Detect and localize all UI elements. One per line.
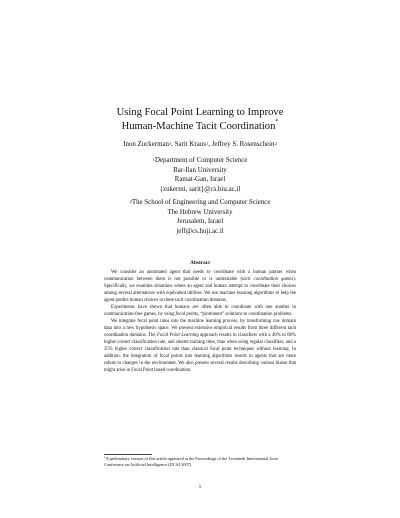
affiliation-1: [0, 156, 400, 194]
affiliation-2-email: jeff@cs.huji.ac.il: [176, 227, 224, 235]
affiliation-2-dept-line: [0, 198, 400, 208]
abstract-paragraph-2: [104, 304, 296, 318]
footnote: [104, 456, 296, 468]
affiliation-1-dept: Department of Computer Science: [154, 157, 248, 164]
abstract-p2-text-b: often able to coordinate with one another in communication-free games, by using: [104, 305, 297, 317]
abstract-p2-text-c: , “prominent” solutions to coordination problems.: [197, 312, 293, 317]
affiliation-1-city: Ramat-Gan, Israel: [174, 176, 226, 184]
abstract-p3-text-b: approach results in classifiers with a 40% to 80% higher correct classification rate, and shorter training time, than when using regular classifiers, and a 35% higher correct classification rate than classical focal point techniques without learning. In addition, the integration of focal points into learning algorithms results in agents that are more robust to changes in the environment. We also present several results describing various biases that might arise in Focal Point based coordination.: [104, 333, 296, 373]
affiliation-1-dept-line: [0, 156, 400, 166]
page-number: 1: [198, 484, 202, 490]
footnote-text: A preliminary version of this article appeared at the Proceedings of the Twentieth International Joint Conference on Artificial Intelligence (IJCAI 2007).: [104, 456, 278, 467]
author-1-affiliation-mark: 1: [168, 141, 172, 146]
author-3-affiliation-mark: 2: [274, 141, 277, 146]
affiliation-1-mark: 1: [152, 157, 155, 162]
affiliation-2-mark: 2: [129, 199, 132, 204]
abstract-p1-emphasis: tacit coordination games: [242, 277, 294, 282]
author-2-affiliation-mark: 1: [205, 141, 209, 146]
abstract-p1-text-a: We consider an automated agent that needs to coordinate with a human partner when communication between them is not possible or is undesirable (: [104, 270, 296, 282]
title-line-2: [0, 120, 400, 134]
abstract-p1-text-b: ). Specifically, we examine situations where an agent and human attempt to coordinate their choices among several alternatives with equivalent utilities. We use machine learning algorithms to help the agent predict human choices in these tacit coordination domains.: [104, 277, 296, 303]
affiliation-1-email: {zukermi, sarit}@cs.biu.ac.il: [159, 185, 241, 193]
affiliation-2-city: Jerusalem, Israel: [176, 218, 224, 226]
abstract-p3-emphasis: Focal Point Learning: [156, 333, 199, 338]
abstract-body: [104, 269, 296, 374]
author-3: , Jeffrey S. Rosenschein: [208, 141, 275, 148]
affiliation-2-dept: The School of Engineering and Computer Science: [131, 199, 271, 206]
abstract-paragraph-1: [104, 269, 296, 304]
title-line-2-text: Human-Machine Tacit Coordination: [121, 121, 276, 132]
title-footnote-mark: *: [275, 119, 279, 125]
author-2: , Sarit Kraus: [171, 141, 206, 148]
abstract-p2-emphasis-2: focal points: [175, 312, 198, 317]
abstract-heading: Abstract: [190, 260, 210, 266]
author-1: Inon Zuckerman: [123, 141, 169, 148]
footnote-divider: [104, 454, 152, 455]
author-list: [0, 140, 400, 149]
affiliation-2: [0, 198, 400, 236]
abstract-paragraph-3: [104, 318, 296, 374]
abstract-p3-text-a: We integrate focal point rules into the machine learning process, by transforming raw domain data into a new hypothesis space. We present extensive empirical results from three different tacit coordination domains. The: [104, 319, 296, 338]
affiliation-1-univ: Bar-Ilan University: [173, 166, 227, 174]
abstract-p2-emphasis-1: are: [192, 305, 199, 310]
title-line-1: Using Focal Point Learning to Improve: [116, 107, 284, 118]
footnote-mark: *: [104, 456, 106, 460]
paper-title: [0, 106, 400, 134]
affiliation-2-univ: The Hebrew University: [167, 208, 233, 216]
abstract-p2-text-a: Experiments have shown that humans: [111, 305, 193, 310]
